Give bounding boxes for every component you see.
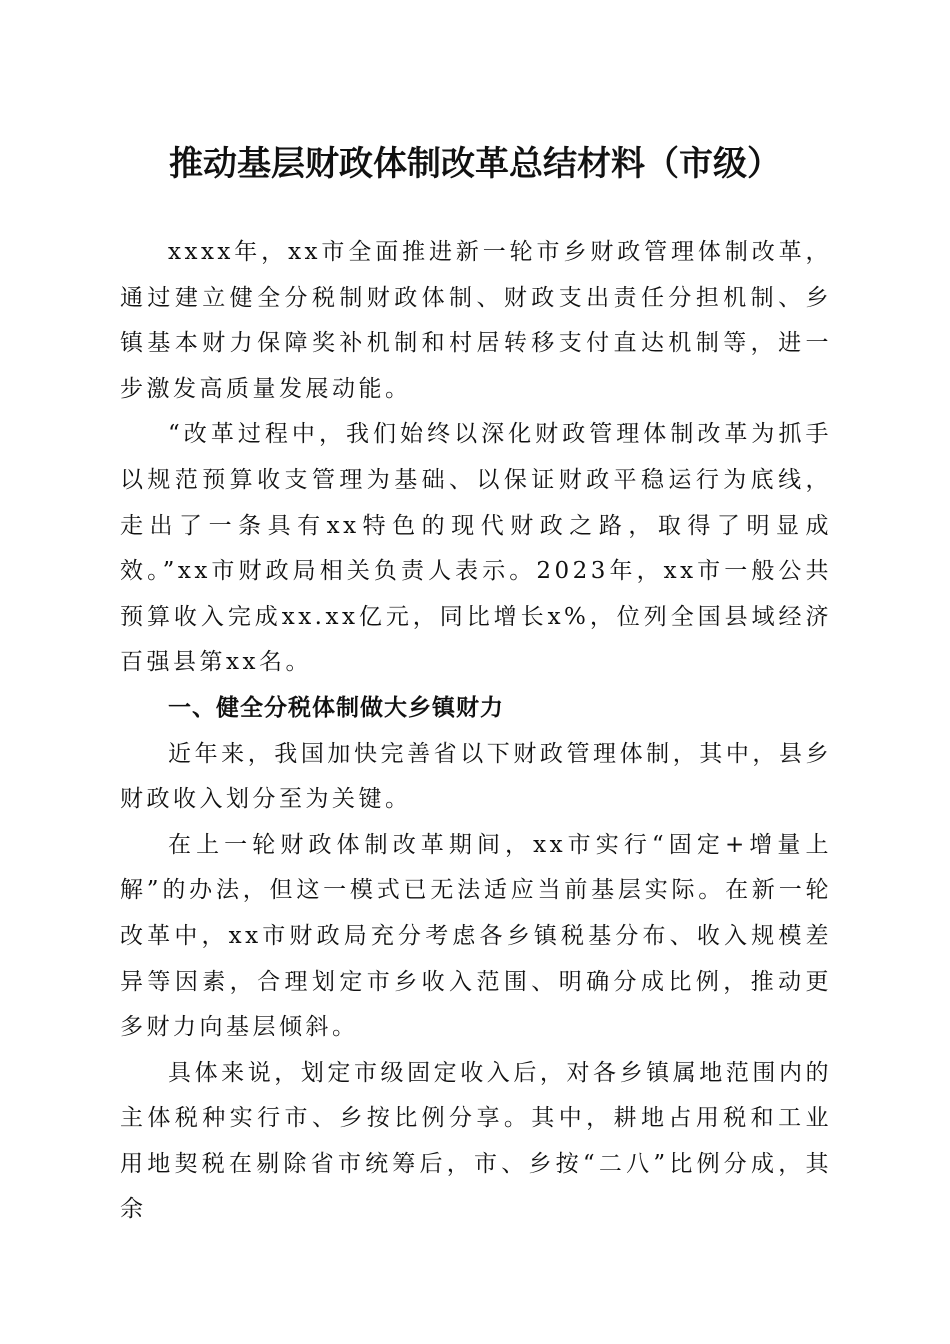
section-paragraph: 近年来，我国加快完善省以下财政管理体制，其中，县乡财政收入划分至为关键。 [120, 740, 832, 813]
section-paragraph: 具体来说，划定市级固定收入后，对各乡镇属地范围内的主体税种实行市、乡按比例分享。其中，耕地占用税和工业用地契税在剔除省市统筹后，市、乡按“二八”比例分成，其余 [120, 1059, 832, 1223]
section-paragraph: 在上一轮财政体制改革期间，xx市实行“固定+增量上解”的办法，但这一模式已无法适应当前基层实际。在新一轮改革中，xx市财政局充分考虑各乡镇税基分布、收入规模差异等因素，合理划定市乡收入范围、明确分成比例，推动更多财力向基层倾斜。 [120, 831, 832, 1041]
intro-paragraph: xxxx年，xx市全面推进新一轮市乡财政管理体制改革，通过建立健全分税制财政体制、财政支出责任分担机制、乡镇基本财力保障奖补机制和村居转移支付直达机制等，进一步激发高质量发展动能。 [120, 239, 832, 402]
quote-paragraph: “改革过程中，我们始终以深化财政管理体制改革为抓手以规范预算收支管理为基础、以保证财政平稳运行为底线，走出了一条具有xx特色的现代财政之路，取得了明显成效。”xx市财政局相关负责人表示。2023年，xx市一般公共预算收入完成xx.xx亿元，同比增长x%，位列全国县域经济百强县第xx名。 [120, 421, 832, 676]
section-heading: 一、健全分税体制做大乡镇财力 [168, 694, 504, 721]
document-body [120, 230, 832, 1233]
document-title: 推动基层财政体制改革总结材料（市级） [169, 144, 781, 184]
